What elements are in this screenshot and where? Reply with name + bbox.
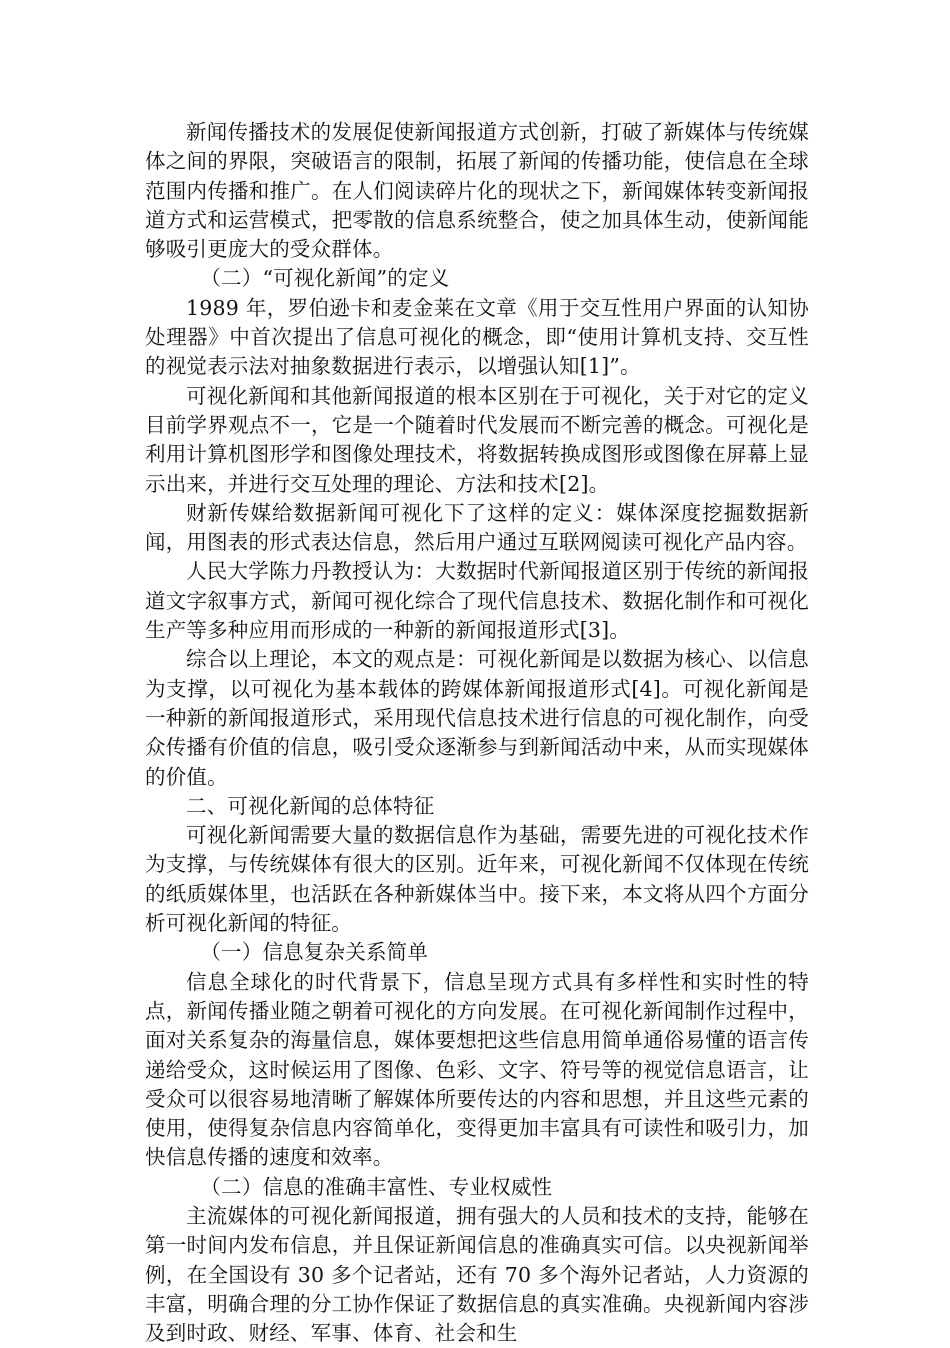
paragraph-cctv-example: 主流媒体的可视化新闻报道，拥有强大的人员和技术的支持，能够在第一时间内发布信息，并且保证新闻信息的准确真实可信。以央视新闻举例，在全国设有 30 多个记者站，还有 70 多个海外记者站，人力资源的丰富，明确合理的分工协作保证了数据信息的真实准确。央视新闻内容涉及到时政、财经、军事、体育、社会和生 xyxy=(145,1203,809,1346)
section-heading-complex-simple: （一）信息复杂关系简单 xyxy=(200,940,429,965)
paragraph-chen-lidan: 人民大学陈力丹教授认为：大数据时代新闻报道区别于传统的新闻报道文字叙事方式，新闻可视化综合了现代信息技术、数据化制作和可视化生产等多种应用而形成的一种新的新闻报道形式[3]。 xyxy=(145,559,809,643)
section-heading-definition: （二）“可视化新闻”的定义 xyxy=(200,266,450,291)
paragraph-features-intro: 可视化新闻需要大量的数据信息作为基础，需要先进的可视化技术作为支撑，与传统媒体有很大的区别。近年来，可视化新闻不仅体现在传统的纸质媒体里，也活跃在各种新媒体当中。接下来，本文将从四个方面分析可视化新闻的特征。 xyxy=(145,823,809,936)
paragraph-caixin-definition: 财新传媒给数据新闻可视化下了这样的定义：媒体深度挖掘数据新闻，用图表的形式表达信息，然后用户通过互联网阅读可视化产品内容。 xyxy=(145,500,809,555)
document-body xyxy=(145,118,809,1348)
paragraph-complex-simple: 信息全球化的时代背景下，信息呈现方式具有多样性和实时性的特点，新闻传播业随之朝着可视化的方向发展。在可视化新闻制作过程中，面对关系复杂的海量信息，媒体要想把这些信息用简单通俗易懂的语言传递给受众，这时候运用了图像、色彩、文字、符号等的视觉信息语言，让受众可以很容易地清晰了解媒体所要传达的内容和思想，并且这些元素的使用，使得复杂信息内容简单化，变得更加丰富具有可读性和吸引力，加快信息传播的速度和效率。 xyxy=(145,969,809,1170)
paragraph-visualization-difference: 可视化新闻和其他新闻报道的根本区别在于可视化，关于对它的定义目前学界观点不一，它是一个随着时代发展而不断完善的概念。可视化是利用计算机图形学和图像处理技术，将数据转换成图形或图像在屏幕上显示出来，并进行交互处理的理论、方法和技术[2]。 xyxy=(145,383,809,496)
paragraph-intro: 新闻传播技术的发展促使新闻报道方式创新，打破了新媒体与传统媒体之间的界限，突破语言的限制，拓展了新闻的传播功能，使信息在全球范围内传播和推广。在人们阅读碎片化的现状之下，新闻媒体转变新闻报道方式和运营模式，把零散的信息系统整合，使之加具体生动，使新闻能够吸引更庞大的受众群体。 xyxy=(145,120,809,262)
paragraph-1989-concept: 1989 年，罗伯逊卡和麦金莱在文章《用于交互性用户界面的认知协处理器》中首次提出了信息可视化的概念，即“使用计算机支持、交互性的视觉表示法对抽象数据进行表示，以增强认知[1]”。 xyxy=(145,295,809,379)
chapter-heading-features: 二、可视化新闻的总体特征 xyxy=(186,793,435,818)
paragraph-summary-view: 综合以上理论，本文的观点是：可视化新闻是以数据为核心、以信息为支撑，以可视化为基本载体的跨媒体新闻报道形式[4]。可视化新闻是一种新的新闻报道形式，采用现代信息技术进行信息的可视化制作，向受众传播有价值的信息，吸引受众逐渐参与到新闻活动中来，从而实现媒体的价值。 xyxy=(145,647,809,789)
section-heading-accuracy-authority: （二）信息的准确丰富性、专业权威性 xyxy=(200,1174,553,1199)
